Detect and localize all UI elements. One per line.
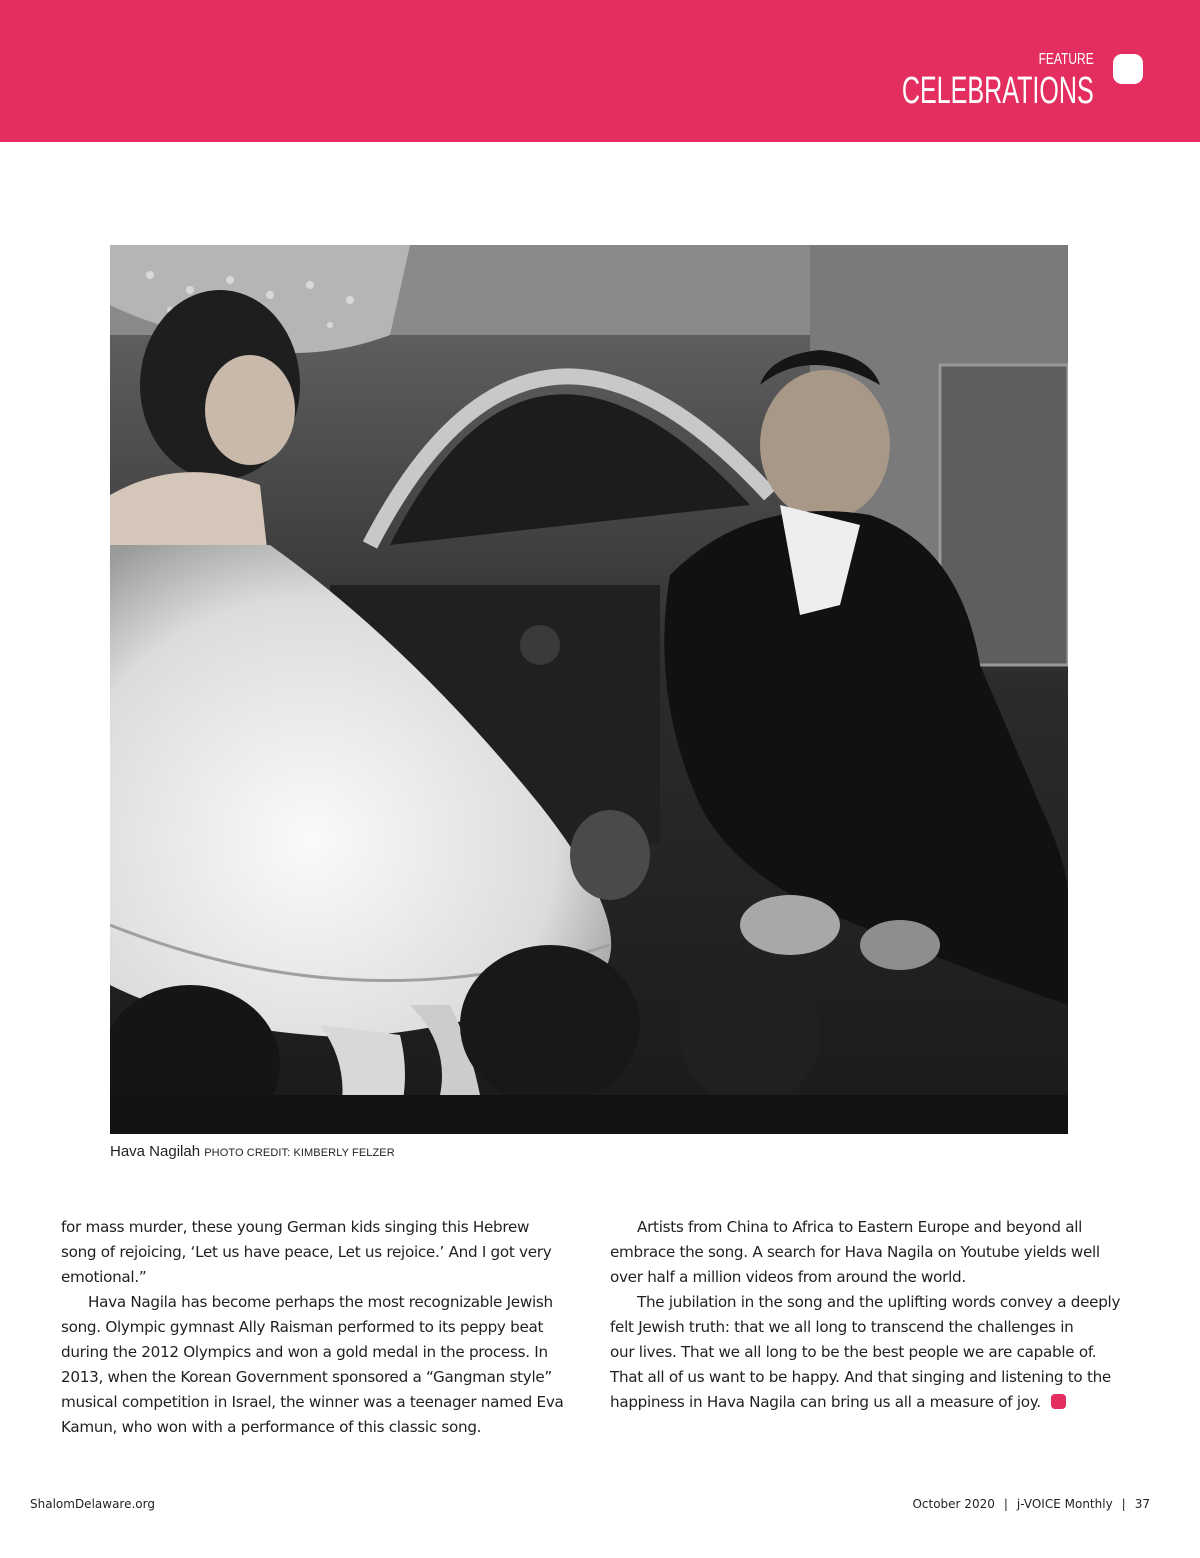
photo-icon [110, 245, 1068, 1134]
footer-separator: | [1003, 1497, 1008, 1511]
text-line: That all of us want to be happy. And that singing and listening to the [610, 1368, 1111, 1386]
text-line-last [610, 1390, 1140, 1415]
text-line: 2013, when the Korean Government sponsored a “Gangman style” [61, 1368, 552, 1386]
paragraph [610, 1215, 1140, 1290]
caption-credit: PHOTO CREDIT: KIMBERLY FELZER [204, 1147, 395, 1159]
text-line: emotional.” [61, 1268, 147, 1286]
end-mark-icon [1051, 1394, 1066, 1409]
footer-date: October 2020 [912, 1497, 995, 1511]
paragraph [610, 1290, 1140, 1415]
section-title: CELEBRATIONS [902, 70, 1094, 112]
paragraph [61, 1290, 581, 1440]
section-kicker: FEATURE [1038, 51, 1094, 68]
text-line: The jubilation in the song and the uplifting words convey a deeply [637, 1293, 1121, 1311]
article-column-right [610, 1215, 1140, 1415]
text-line: our lives. That we all long to be the best people we are capable of. [610, 1343, 1097, 1361]
footer-page-number: 37 [1134, 1497, 1150, 1511]
text-line: Artists from China to Africa to Eastern Europe and beyond all [637, 1218, 1083, 1236]
wedding-photo [110, 245, 1068, 1134]
caption-title: Hava Nagilah [110, 1143, 201, 1160]
footer-publication: j-VOICE Monthly [1016, 1497, 1113, 1511]
text-line-text: happiness in Hava Nagila can bring us all a measure of joy. [610, 1393, 1041, 1411]
section-tab-icon [1113, 54, 1143, 84]
text-line: felt Jewish truth: that we all long to transcend the challenges in [610, 1318, 1074, 1336]
section-label [803, 52, 1094, 110]
text-line: embrace the song. A search for Hava Nagila on Youtube yields well [610, 1243, 1100, 1261]
text-line: song of rejoicing, ‘Let us have peace, Let us rejoice.’ And I got very [61, 1243, 552, 1261]
footer-info [912, 1497, 1150, 1511]
paragraph [61, 1215, 581, 1290]
footer-separator: | [1121, 1497, 1126, 1511]
text-line: Hava Nagila has become perhaps the most recognizable Jewish [88, 1293, 553, 1311]
text-line: during the 2012 Olympics and won a gold medal in the process. In [61, 1343, 548, 1361]
footer-site: ShalomDelaware.org [30, 1497, 155, 1511]
text-line: musical competition in Israel, the winner was a teenager named Eva [61, 1393, 564, 1411]
text-line: for mass murder, these young German kids singing this Hebrew [61, 1218, 530, 1236]
photo-caption [110, 1143, 395, 1160]
text-line: Kamun, who won with a performance of this classic song. [61, 1418, 482, 1436]
text-line: over half a million videos from around the world. [610, 1268, 966, 1286]
text-line: song. Olympic gymnast Ally Raisman performed to its peppy beat [61, 1318, 544, 1336]
article-column-left [61, 1215, 581, 1440]
